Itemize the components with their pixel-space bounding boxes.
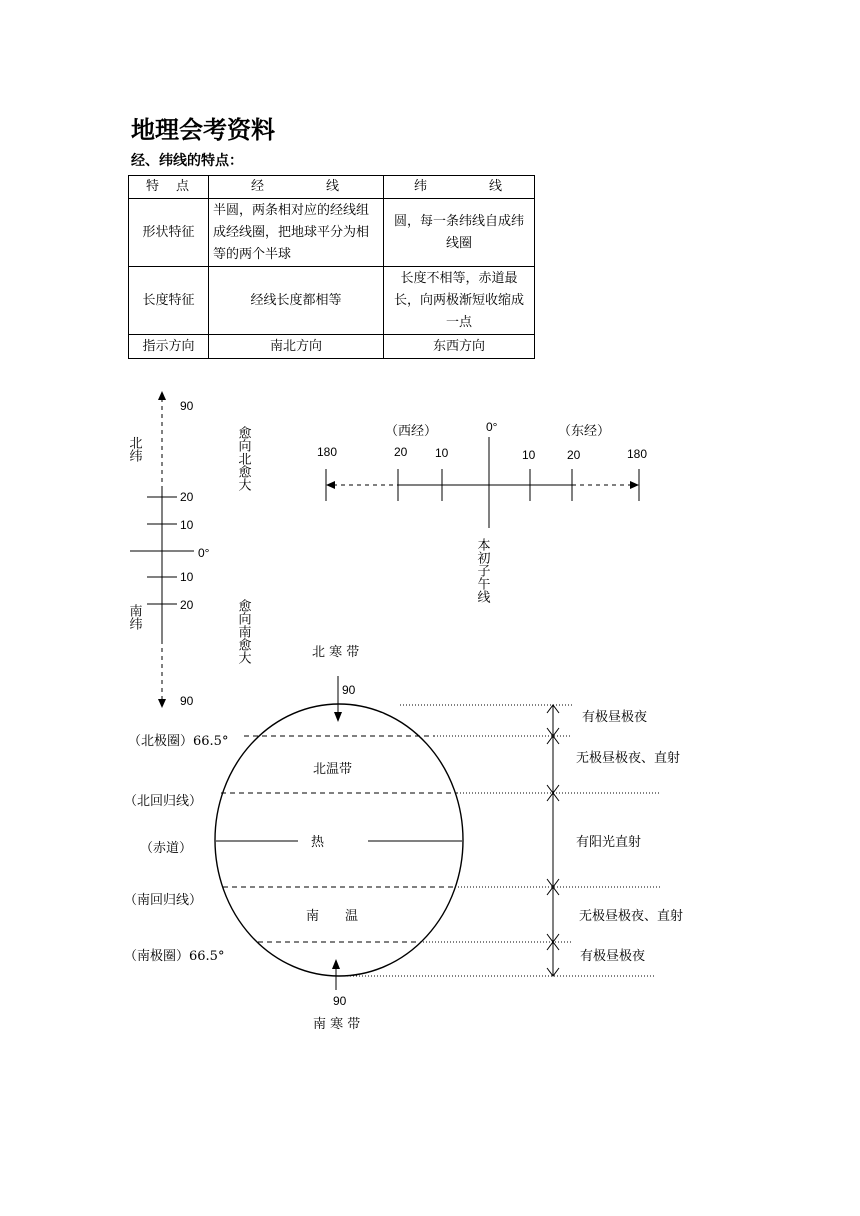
row-parallel: 圆，每一条纬线自成纬线圈 xyxy=(384,199,535,267)
lat-n20-label: 20 xyxy=(180,490,194,504)
arrow-up-icon xyxy=(158,391,166,400)
page-title: 地理会考资料 xyxy=(131,116,275,144)
lon-w180-label: 180 xyxy=(317,445,338,459)
south-increase-note: 愈向南愈大 xyxy=(235,599,251,664)
note-polar-day-night-south: 有极昼极夜 xyxy=(580,949,646,964)
section-title: 经、纬线的特点： xyxy=(131,153,243,169)
lon-e20-label: 20 xyxy=(567,448,581,462)
arrow-right-icon xyxy=(630,481,639,489)
north-frigid-label: 北 寒 带 xyxy=(312,645,360,660)
row-meridian: 经线长度都相等 xyxy=(209,267,384,335)
row-label: 长度特征 xyxy=(129,267,209,335)
north-pole-value: 90 xyxy=(342,683,356,697)
tropic-cancer-label: （北回归线） xyxy=(124,794,203,809)
tropic-capricorn-label: （南回归线） xyxy=(124,893,203,908)
zones-diagram xyxy=(124,644,683,1032)
south-latitude-label: 南纬 xyxy=(126,604,142,630)
lat-s10-label: 10 xyxy=(180,570,194,584)
row-label: 形状特征 xyxy=(129,199,209,267)
lat-top-label: 90 xyxy=(180,399,194,413)
north-increase-note: 愈向北愈大 xyxy=(235,426,251,491)
tropical-label: 热 xyxy=(311,835,325,850)
south-pole-value: 90 xyxy=(333,994,347,1008)
header-parallel: 纬 线 xyxy=(384,176,535,199)
header-feature: 特 点 xyxy=(129,176,209,199)
lon-zero-label: 0° xyxy=(486,420,498,434)
arctic-circle-label: （北极圈）66.5° xyxy=(128,734,229,749)
arrow-down-icon xyxy=(158,699,166,708)
prime-meridian-label: 本初子午线 xyxy=(474,538,490,603)
note-no-polar-south: 无极昼极夜、直射 xyxy=(579,909,684,924)
east-longitude-label: （东经） xyxy=(558,424,611,439)
lon-w20-label: 20 xyxy=(394,445,408,459)
north-latitude-label: 北纬 xyxy=(126,436,142,462)
antarctic-circle-label: （南极圈）66.5° xyxy=(124,949,225,964)
note-polar-day-night-north: 有极昼极夜 xyxy=(582,710,648,725)
row-parallel: 长度不相等，赤道最长，向两极渐短收缩成一点 xyxy=(384,267,535,335)
note-no-polar-north: 无极昼极夜、直射 xyxy=(576,751,681,766)
row-meridian: 半圆，两条相对应的经线组成经线圈，把地球平分为相等的两个半球 xyxy=(209,199,384,267)
lat-zero-label: 0° xyxy=(198,546,210,560)
zone-arrows xyxy=(547,705,559,976)
equator-label: （赤道） xyxy=(140,841,193,856)
longitude-scale xyxy=(317,420,647,604)
arrow-up-icon xyxy=(332,959,340,969)
note-direct-sunlight: 有阳光直射 xyxy=(576,835,642,850)
south-temperate-label: 南 温 xyxy=(306,909,359,924)
lat-s20-label: 20 xyxy=(180,598,194,612)
lat-bottom-label: 90 xyxy=(180,694,194,708)
lon-e180-label: 180 xyxy=(627,447,648,461)
row-parallel: 东西方向 xyxy=(384,335,535,359)
row-label: 指示方向 xyxy=(129,335,209,359)
south-frigid-label: 南 寒 带 xyxy=(313,1017,361,1032)
arrow-down-icon xyxy=(334,712,342,722)
lon-w10-label: 10 xyxy=(435,446,449,460)
header-meridian: 经 线 xyxy=(209,176,384,199)
lon-e10-label: 10 xyxy=(522,448,536,462)
west-longitude-label: （西经） xyxy=(385,424,438,439)
lat-n10-label: 10 xyxy=(180,518,194,532)
latitude-scale xyxy=(127,391,252,708)
row-meridian: 南北方向 xyxy=(209,335,384,359)
earth-circle xyxy=(215,704,463,976)
north-temperate-label: 北温带 xyxy=(313,762,353,777)
arrow-left-icon xyxy=(326,481,335,489)
